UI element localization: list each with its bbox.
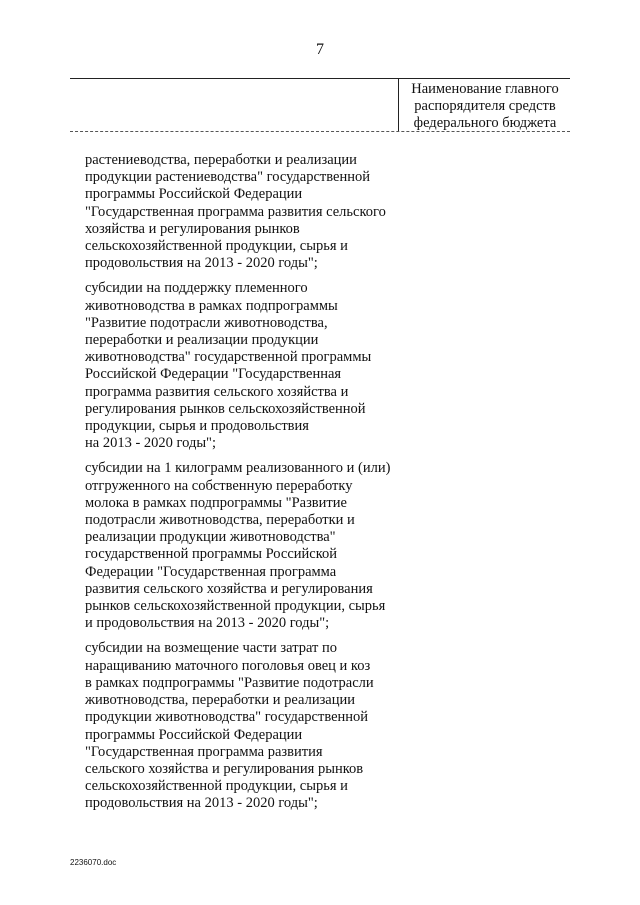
paragraph-3: субсидии на 1 килограмм реализованного и (или) отгруженного на собственную переработку молока в рамках подпрограммы "Развитие подотрасли животноводства, переработки и реализации продукции животноводства" государственной программы Российской Федерации "Государственная программа развития сельского хозяйства и регулирования рынков сельскохозяйственной продукции, сырья и продовольствия на 2013 - 2020 годы"; (85, 460, 391, 632)
document-body (85, 152, 425, 821)
table-top-rule (70, 78, 570, 79)
table-header (70, 78, 570, 132)
footer-filename: 2236070.doc (70, 858, 117, 867)
table-bottom-rule (70, 131, 570, 132)
paragraph-1: растениеводства, переработки и реализации продукции растениеводства" государственной программы Российской Федерации "Государственная программа развития сельского хозяйства и регулирования рынков сельскохозяйственной продукции, сырья и продовольствия на 2013 - 2020 годы"; (85, 152, 386, 272)
paragraph-4: субсидии на возмещение части затрат по наращиванию маточного поголовья овец и коз в рамках подпрограммы "Развитие подотрасли животноводства, переработки и реализации продукции животноводства" государственной программы Российской Федерации "Государственная программа развития сельского хозяйства и регулирования рынков сельскохозяйственной продукции, сырья и продовольствия на 2013 - 2020 годы"; (85, 640, 374, 812)
page-number: 7 (316, 41, 324, 58)
column-header-ministry: Наименование главного распорядителя средств федерального бюджета (411, 81, 559, 131)
paragraph-2: субсидии на поддержку племенного животноводства в рамках подпрограммы "Развитие подотрасли животноводства, переработки и реализации продукции животноводства" государственной программы Российской Федерации "Государственная программа развития сельского хозяйства и регулирования рынков сельскохозяйственной продукции, сырья и продовольствия на 2013 - 2020 годы"; (85, 280, 372, 452)
table-column-divider (398, 78, 399, 132)
